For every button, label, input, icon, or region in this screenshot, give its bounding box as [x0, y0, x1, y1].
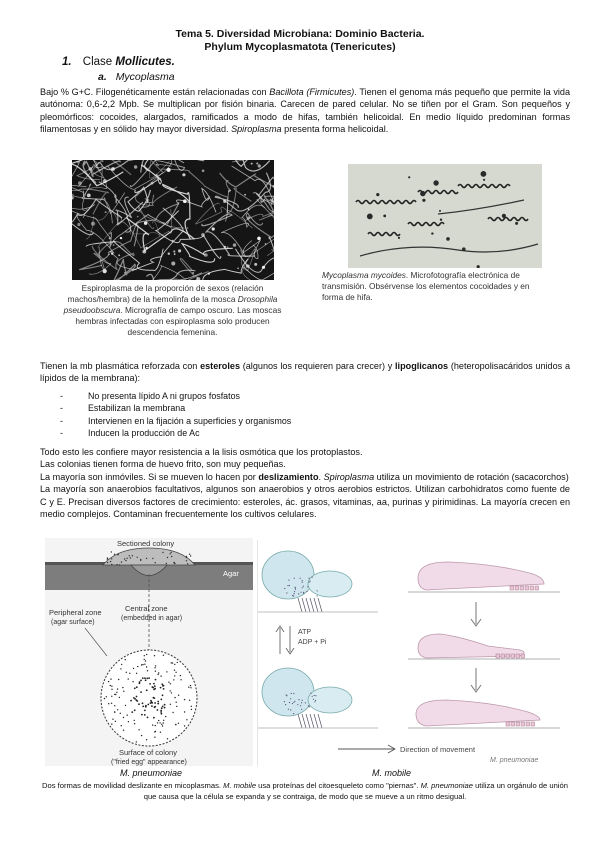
subsection-number: a.	[98, 71, 107, 83]
darkfield-image	[72, 160, 274, 280]
text-line: Las colonias tienen forma de huevo frito, son muy pequeñas.	[40, 459, 286, 470]
colony-bump	[103, 548, 195, 565]
label-direction: Direction of movement	[400, 745, 476, 754]
mycoplasma-tem-photo	[348, 164, 542, 268]
text-run: Tienen la mb plasmática reforzada con	[40, 361, 201, 371]
list-item-text: No presenta lípido A ni grupos fosfatos	[88, 391, 240, 401]
mobile-cell-2	[262, 668, 352, 728]
list-item	[60, 402, 291, 414]
motility-diagram	[257, 540, 560, 766]
label-sectioned: Sectioned colony	[117, 539, 175, 548]
bold-run: deslizamiento	[258, 471, 319, 482]
bullet-dash: -	[60, 415, 63, 426]
list-item-text: Inducen la producción de Ac	[88, 427, 200, 438]
list-item-text: Estabilizan la membrana	[88, 403, 186, 414]
list-item-text: Intervienen en la fijación a superficies y organismos	[88, 415, 292, 426]
caption-text: . Microfotografía electrónica de transmisión. Obsérvense los elementos cocoidades y en forma de hifa.	[322, 270, 530, 302]
text-run: Bajo % G+C. Filogenéticamente están relacionadas con	[40, 87, 270, 97]
section-name: Mollicutes.	[115, 56, 175, 68]
arrow-down-icon	[286, 626, 294, 654]
arrow-up-icon	[276, 626, 284, 654]
pneumoniae-cell-1	[418, 562, 544, 590]
colony-diagram	[45, 538, 253, 766]
list-item	[60, 390, 291, 402]
title-line-1: Tema 5. Diversidad Microbiana: Dominio Bacteria.	[175, 28, 425, 40]
text-line	[40, 471, 570, 483]
text-run: La mayoría son inmóviles. Si se mueven lo hacen por	[40, 471, 259, 482]
title-line-2: Phylum Mycoplasmatota (Tenericutes)	[204, 41, 396, 53]
label-peripheral-zone: Peripheral zone	[49, 608, 102, 617]
peripheral-pointer	[85, 628, 107, 656]
figure2-caption	[322, 270, 547, 303]
italic-run: Spiroplasma	[231, 124, 282, 135]
label-fried-egg: ("fried egg" appearance)	[111, 759, 187, 766]
bullet-dash: -	[60, 391, 63, 401]
section-number: 1.	[62, 56, 72, 68]
figure1-caption	[60, 283, 285, 338]
section-heading	[62, 56, 175, 68]
motility-diagram-svg	[258, 540, 560, 766]
section-label: Clase	[82, 56, 113, 68]
colony-diagram-svg	[45, 538, 253, 766]
italic-run: Spiroplasma	[323, 471, 375, 482]
label-atp: ATP	[298, 629, 312, 636]
caption-italic: Drosophila pseudoobscura	[63, 294, 278, 315]
label-agar: Agar	[223, 569, 239, 578]
bold-run: esteroles	[200, 361, 240, 371]
label-mobile: M. mobile	[372, 768, 412, 778]
caption-text: utiliza un orgánulo de unión que causa que la célula se expanda y se contraiga, de modo que se mueve a un ritmo desigual.	[143, 781, 568, 801]
paragraph-membrane	[40, 360, 570, 385]
caption-text: Espiroplasma de la proporción de sexos (relación machos/hembra) de la hemolinfa de la mosca	[67, 283, 264, 304]
bullet-dash: -	[60, 403, 63, 414]
text-line: La mayoría son anaerobios facultativos, algunos son anaerobios y otros aerobios estrictos. Utilizan carbohidratos como fuente de C y E. Precisan diversos factores de crecimiento: esteroles, ác. grasos, vitaminas, aa, purinas y pirimidinas. La mayoría crecen en medio complejos. Contaminan frecuentemente los cultivos celulares.	[40, 484, 570, 520]
text-run: .	[318, 471, 324, 482]
italic-run: Bacillota (Firmicutes)	[269, 87, 355, 97]
document-title	[0, 28, 600, 54]
text-run: presenta forma helicoidal.	[281, 124, 389, 135]
bullet-list	[60, 390, 291, 439]
text-run: utiliza un movimiento de rotación (sacacorchos)	[374, 471, 569, 482]
label-surface: Surface of colony	[119, 748, 177, 757]
label-adp: ADP + Pi	[298, 639, 327, 646]
bold-run: lipoglicanos	[395, 361, 449, 371]
spiroplasma-darkfield-photo	[72, 160, 274, 280]
label-pneumoniae: M. pneumoniae	[120, 768, 183, 778]
paragraph-intro	[40, 86, 570, 136]
list-item	[60, 415, 291, 427]
list-item	[60, 427, 291, 439]
bullet-dash: -	[60, 427, 63, 438]
pneumoniae-cell-2	[418, 634, 525, 658]
subsection-name: Mycoplasma	[115, 71, 175, 83]
arrow-down-icon	[471, 602, 481, 626]
text-run: . Tienen el genoma más pequeño que permite la vida autónoma: 0,6-2,2 Mpb. Se multiplican por fisión binaria. Carecen de pared celular. No se tiñen por el Gram. Son pequeños y pleomórficos: cocoides, alargados, ramificados a modo de hifas, también helicoidal. En medio líquido predominan formas filamentosas y en sólido hay mayor diversidad.	[40, 87, 571, 135]
tem-image	[348, 164, 542, 268]
arrow-down-icon	[471, 668, 481, 692]
caption-text: . Micrografía de campo oscuro. Las moscas hembras infectadas con espiroplasma solo producen descendencia femenina.	[75, 305, 282, 337]
text-run: (algunos los requieren para crecer) y	[240, 361, 396, 371]
colony-outer	[101, 650, 197, 746]
text-line: Todo esto les confiere mayor resistencia a la lisis osmótica que los protoplastos.	[40, 447, 363, 457]
caption-italic: M. pneumoniae	[420, 781, 473, 790]
caption-text: Dos formas de movilidad deslizante en micoplasmas.	[42, 781, 224, 790]
paragraph-properties	[40, 446, 570, 520]
caption-text: usa proteínas del citoesqueleto como "piernas".	[256, 781, 421, 790]
caption-italic: M. mobile	[223, 781, 257, 790]
direction-arrow-icon	[338, 745, 395, 753]
figure-bottom-caption	[40, 780, 570, 802]
text-run: (heteropolisacáridos unidos a lípidos de la membrana):	[40, 361, 570, 384]
caption-italic: Mycoplasma mycoides	[322, 270, 406, 280]
mobile-cell-1	[262, 551, 352, 612]
subsection-heading	[98, 71, 175, 83]
pneumoniae-cell-3	[416, 700, 540, 726]
label-central-zone: Central zone	[125, 604, 168, 613]
label-species: M. pneumoniae	[490, 757, 539, 764]
label-central-embedded: (embedded in agar)	[121, 615, 183, 622]
label-peripheral-surface: (agar surface)	[51, 619, 95, 626]
